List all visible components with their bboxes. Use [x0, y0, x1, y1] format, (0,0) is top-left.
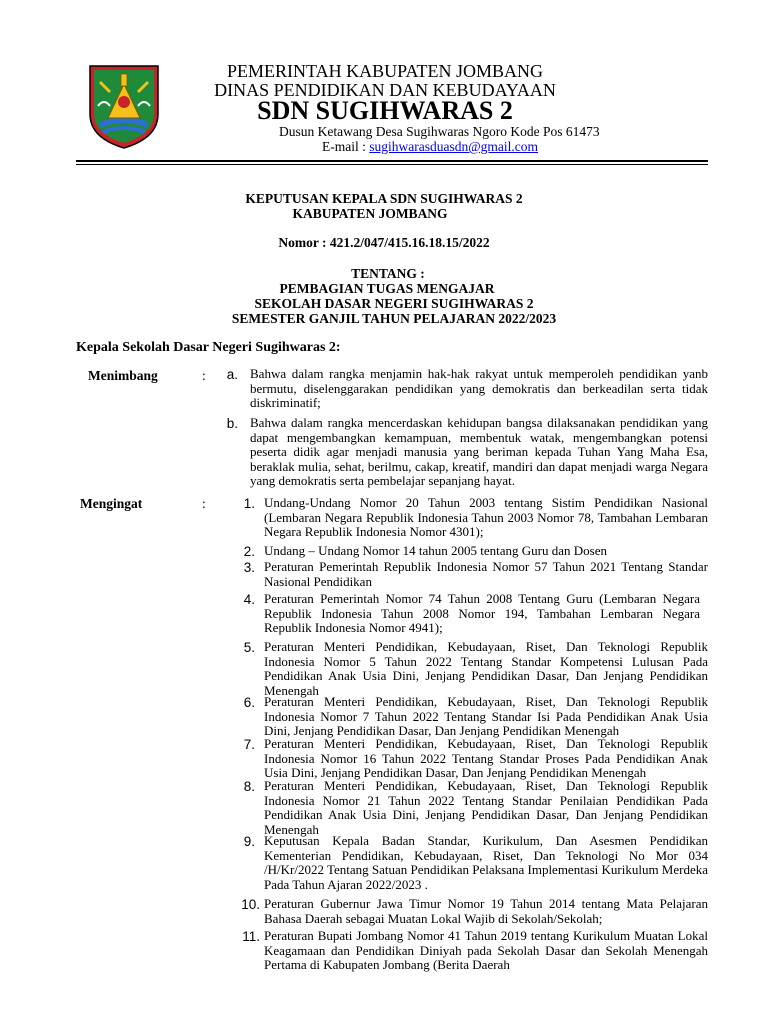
mengingat-item-4: Peraturan Pemerintah Nomor 74 Tahun 2008 Tentang Guru (Lembaran Negara Republik Indonesia Tahun 2008 Nomor 194, Tambahan Lembaran Negara Republik Indonesia Nomor 4941);	[264, 591, 700, 635]
email-label: E-mail :	[322, 139, 370, 154]
decree-title: KEPUTUSAN KEPALA SDN SUGIHWARAS 2	[245, 191, 523, 206]
mengingat-item-1: Undang-Undang Nomor 20 Tahun 2003 tentang Sistim Pendidikan Nasional (Lembaran Negara Republik Indonesia Tahun 2003 Nomor 78, Tambahan Lembaran Negara Republik Indonesia Nomor 4301);	[264, 495, 708, 539]
mengingat-item-3: Peraturan Pemerintah Republik Indonesia Nomor 57 Tahun 2021 Tentang Standar Nasional Pendidikan	[264, 559, 708, 589]
letterhead-department: DINAS PENDIDIKAN DAN KEBUDAYAAN	[214, 80, 556, 100]
mengingat-marker-9: 9.	[243, 834, 255, 849]
jombang-coat-of-arms-icon	[86, 62, 162, 150]
mengingat-marker-3: 3.	[243, 560, 255, 575]
decree-subject-line-1: PEMBAGIAN TUGAS MENGAJAR	[279, 281, 495, 296]
letterhead-school-name: SDN SUGIHWARAS 2	[257, 96, 513, 125]
mengingat-marker-10: 10.	[241, 897, 260, 912]
mengingat-marker-6: 6.	[243, 695, 255, 710]
decree-number: Nomor : 421.2/047/415.16.18.15/2022	[278, 235, 490, 250]
mengingat-item-2: Undang – Undang Nomor 14 tahun 2005 tentang Guru dan Dosen	[264, 543, 607, 558]
decree-subject-line-2: SEKOLAH DASAR NEGERI SUGIHWARAS 2	[254, 296, 534, 311]
mengingat-marker-4: 4.	[243, 592, 255, 607]
mengingat-marker-11: 11.	[242, 929, 260, 944]
menimbang-item-a: Bahwa dalam rangka menjamin hak-hak rakyat untuk memperoleh pendidikan yanb bermutu, diselenggarakan pendidikan yang demokratis dan berkeadilan serta tidak diskriminatif;	[250, 366, 708, 410]
decree-region: KABUPATEN JOMBANG	[292, 206, 448, 221]
mengingat-marker-1: 1.	[243, 496, 255, 511]
mengingat-marker-7: 7.	[243, 737, 255, 752]
menimbang-marker-b: b.	[226, 416, 238, 431]
letterhead-email-line	[322, 139, 538, 155]
menimbang-item-b: Bahwa dalam rangka mencerdaskan kehidupan bangsa dilaksanakan pendidikan yang dapat mengembangkan kemampuan, membentuk watak, mengembangkan potensi peserta didik agar menjadi manusia yang beriman kepada Tuhan Yang Maha Esa, beraklak mulia, sehat, berilmu, cakap, kreatif, mandiri dan dapat menjadi warga Negara yang demokratis serta pembelajar sepanjang hayat.	[250, 415, 708, 488]
mengingat-item-8: Peraturan Menteri Pendidikan, Kebudayaan, Riset, Dan Teknologi Republik Indonesia Nomor 21 Tahun 2022 Tentang Standar Penilaian Pendidikan Pada Pendidikan Anak Usia Dini, Jenjang Pendidikan Dasar, Dan Jenjang Pendidikan Menengah	[264, 778, 708, 837]
letterhead-divider-thick	[76, 160, 708, 162]
menimbang-colon: :	[202, 368, 206, 383]
mengingat-item-10: Peraturan Gubernur Jawa Timur Nomor 19 Tahun 2014 tentang Mata Pelajaran Bahasa Daerah sebagai Muatan Lokal Wajib di Sekolah/Sekolah;	[264, 896, 708, 926]
mengingat-item-5: Peraturan Menteri Pendidikan, Kebudayaan, Riset, Dan Teknologi Republik Indonesia Nomor 5 Tahun 2022 Tentang Standar Kompetensi Lulusan Pada Pendidikan Anak Usia Dini, Jenjang Pendidikan Dasar, Dan Jenjang Pendidikan Menengah	[264, 639, 708, 698]
letterhead-address: Dusun Ketawang Desa Sugihwaras Ngoro Kode Pos 61473	[279, 124, 600, 139]
menimbang-marker-a: a.	[226, 367, 238, 382]
decree-opening: Kepala Sekolah Dasar Negeri Sugihwaras 2:	[76, 340, 341, 355]
mengingat-marker-2: 2.	[243, 544, 255, 559]
mengingat-colon: :	[202, 496, 206, 511]
mengingat-marker-5: 5.	[243, 640, 255, 655]
mengingat-item-11: Peraturan Bupati Jombang Nomor 41 Tahun 2019 tentang Kurikulum Muatan Lokal Keagamaan dan Pendidikan Diniyah pada Sekolah Dasar dan Sekolah Menengah Pertama di Kabupaten Jombang (Berita Daerah	[264, 928, 708, 972]
letterhead-divider-thin	[76, 164, 708, 165]
email-link[interactable]: sugihwarasduasdn@gmail.com	[369, 139, 539, 154]
mengingat-label: Mengingat	[80, 496, 143, 511]
mengingat-marker-8: 8.	[243, 779, 255, 794]
mengingat-item-7: Peraturan Menteri Pendidikan, Kebudayaan, Riset, Dan Teknologi Republik Indonesia Nomor 16 Tahun 2022 Tentang Standar Proses Pada Pendidikan Anak Usia Dini, Jenjang Pendidikan Dasar, Dan Jenjang Pendidikan Menengah	[264, 736, 708, 780]
decree-subject-line-3: SEMESTER GANJIL TAHUN PELAJARAN 2022/2023	[231, 311, 557, 326]
mengingat-item-9: Keputusan Kepala Badan Standar, Kurikulum, Dan Asesmen Pendidikan Kementerian Pendidikan, Kebudayaan, Riset, Dan Teknologi No Mor 034 /H/Kr/2022 Tentang Satuan Pendidikan Pelaksana Implementasi Kurikulum Merdeka Pada Tahun Ajaran 2022/2023 .	[264, 833, 709, 892]
menimbang-label: Menimbang	[88, 368, 158, 383]
mengingat-item-6: Peraturan Menteri Pendidikan, Kebudayaan, Riset, Dan Teknologi Republik Indonesia Nomor 7 Tahun 2022 Tentang Standar Isi Pada Pendidikan Anak Usia Dini, Jenjang Pendidikan Dasar, Dan Jenjang Pendidikan Menengah	[264, 694, 708, 738]
letterhead-government: PEMERINTAH KABUPATEN JOMBANG	[227, 61, 543, 81]
decree-about-label: TENTANG :	[351, 266, 425, 281]
